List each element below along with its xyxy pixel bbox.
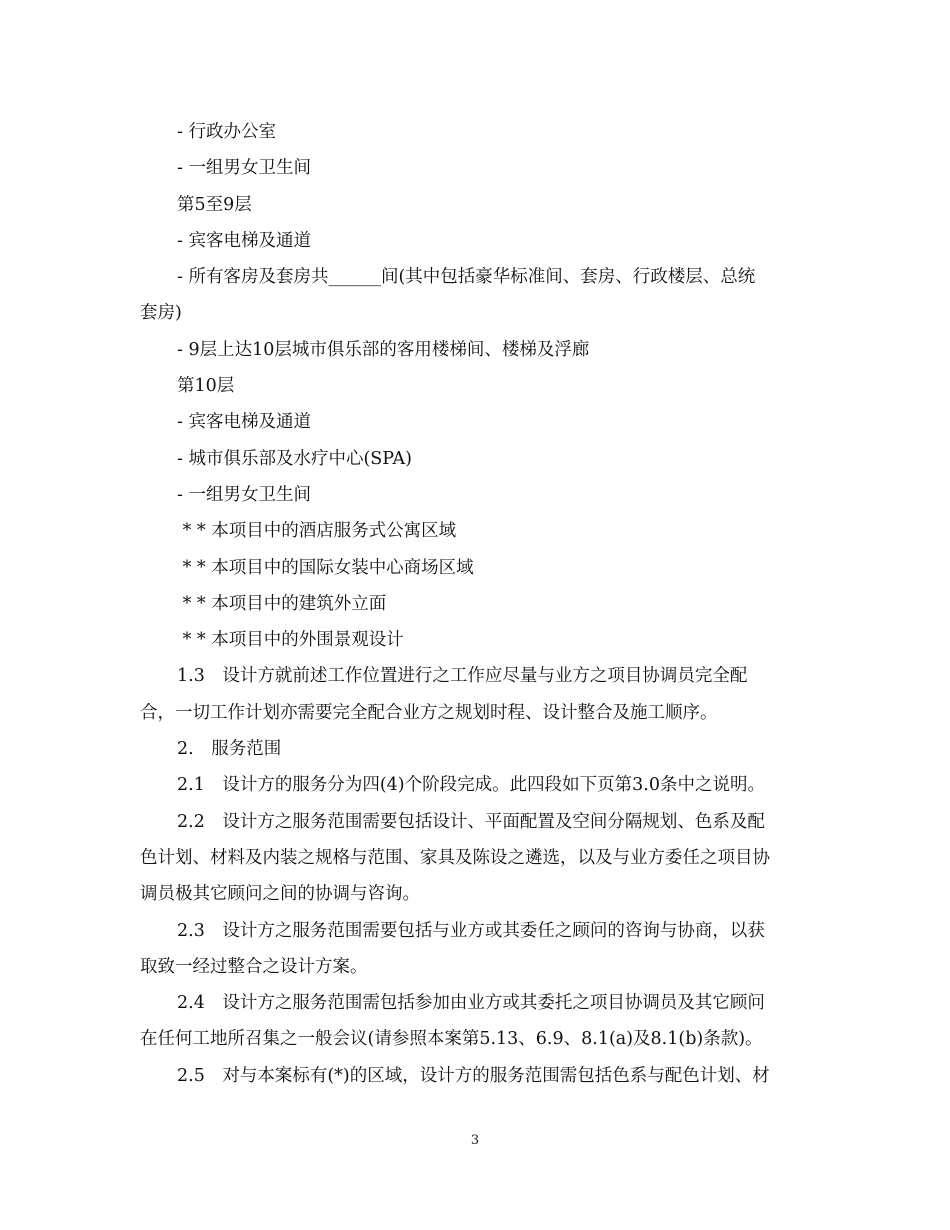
text-line: * * 本项目中的酒店服务式公寓区域 <box>177 521 457 542</box>
text-line: 第10层 <box>177 376 235 397</box>
document-body <box>140 114 810 1094</box>
text-line: 色计划、材料及内装之规格与范围、家具及陈设之遴选，以及与业方委任之项目协 <box>140 847 770 868</box>
text-line: 2.2 设计方之服务范围需要包括设计、平面配置及空间分隔规划、色系及配 <box>177 811 765 832</box>
page-number: 3 <box>470 1133 480 1148</box>
text-line: - 宾客电梯及通道 <box>177 230 311 251</box>
text-line: - 行政办公室 <box>177 122 276 142</box>
text-line: - 一组男女卫生间 <box>177 484 311 505</box>
text-line: 合，一切工作计划亦需要完全配合业方之规划时程、设计整合及施工顺序。 <box>140 702 718 723</box>
text-line: 取致一经过整合之设计方案。 <box>140 956 368 977</box>
text-line: 套房) <box>140 303 182 324</box>
text-line: - 所有客房及套房共______间(其中包括豪华标准间、套房、行政楼层、总统 <box>177 267 756 288</box>
section-heading: 2. 服务范围 <box>177 739 282 760</box>
text-line: - 城市俱乐部及水疗中心(SPA) <box>177 448 412 469</box>
text-line: 2.3 设计方之服务范围需要包括与业方或其委任之顾问的咨询与协商，以获 <box>177 920 765 941</box>
text-line: 2.1 设计方的服务分为四(4)个阶段完成。此四段如下页第3.0条中之说明。 <box>177 775 765 796</box>
text-line: 调员极其它顾问之间的协调与咨询。 <box>140 884 420 905</box>
text-line: - 9层上达10层城市俱乐部的客用楼梯间、楼梯及浮廊 <box>177 339 590 360</box>
text-line: 第5至9层 <box>177 194 252 215</box>
text-line: * * 本项目中的建筑外立面 <box>177 593 387 614</box>
text-line: - 宾客电梯及通道 <box>177 412 311 433</box>
text-line: - 一组男女卫生间 <box>177 158 311 179</box>
text-line: 2.5 对与本案标有(*)的区域，设计方的服务范围需包括色系与配色计划、材 <box>177 1065 770 1086</box>
text-line: 1.3 设计方就前述工作位置进行之工作应尽量与业方之项目协调员完全配 <box>177 666 748 687</box>
text-line: * * 本项目中的国际女装中心商场区域 <box>177 557 474 578</box>
text-line: 2.4 设计方之服务范围需包括参加由业方或其委托之项目协调员及其它顾问 <box>177 993 765 1014</box>
text-line: 在任何工地所召集之一般会议(请参照本案第5.13、6.9、8.1(a)及8.1(b)条款)。 <box>140 1029 763 1050</box>
text-line: * * 本项目中的外围景观设计 <box>177 630 404 651</box>
